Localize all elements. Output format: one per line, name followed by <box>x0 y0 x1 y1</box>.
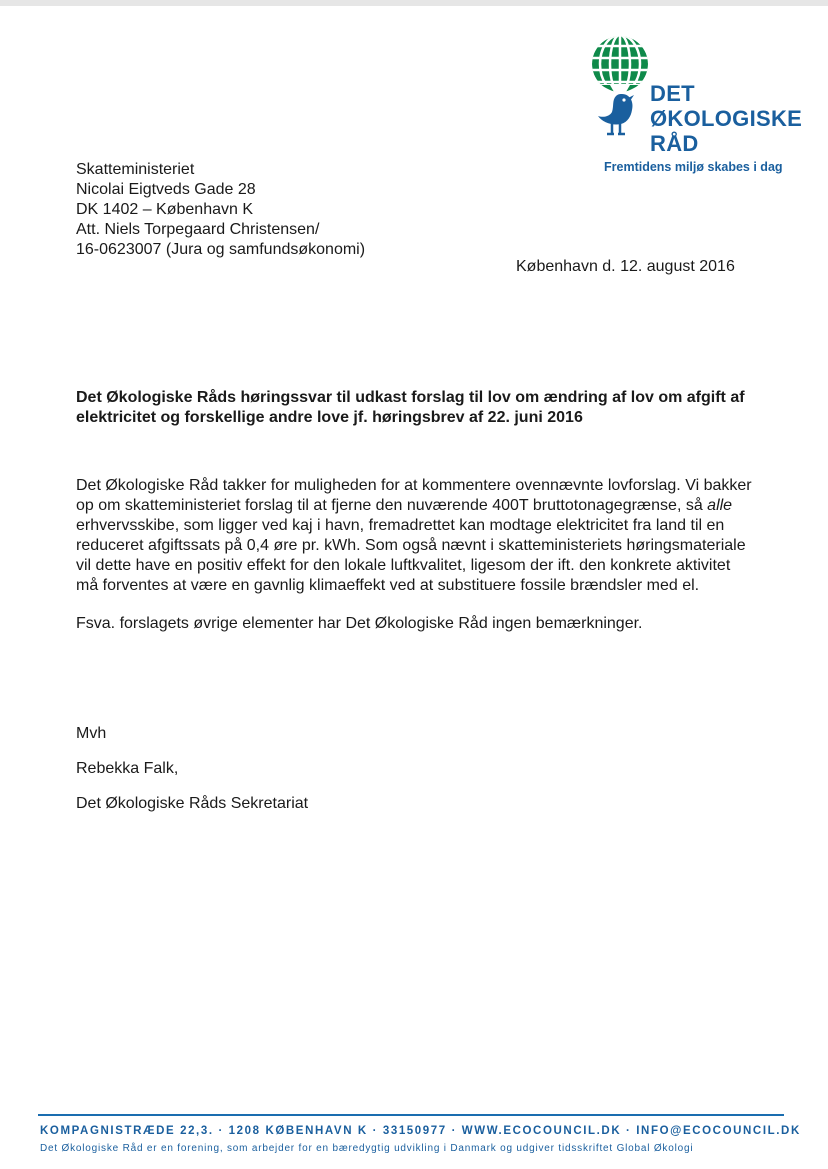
globe-icon <box>590 36 650 96</box>
address-line: Att. Niels Torpegaard Christensen/ <box>76 221 320 238</box>
letter-closing <box>76 724 308 829</box>
footer-divider <box>38 1114 784 1116</box>
organization-logo <box>590 36 803 181</box>
letter-subject: Det Økologiske Råds høringssvar til udkast forslag til lov om ændring af lov om afgift af elektricitet og forskellige andre love jf. høringsbrev af 22. juni 2016 <box>76 389 745 426</box>
logo-word-okologiske: ØKOLOGISKE <box>650 106 803 131</box>
letter-date: København d. 12. august 2016 <box>516 258 735 275</box>
logo-word-raad: RÅD <box>650 131 699 156</box>
logo-tagline: Fremtidens miljø skabes i dag <box>604 160 783 174</box>
recipient-address <box>76 160 365 260</box>
page-top-edge <box>0 0 828 6</box>
address-line: Skatteministeriet <box>76 161 195 178</box>
address-line: DK 1402 – København K <box>76 201 254 218</box>
footer-description: Det Økologiske Råd er en forening, som arbejder for en bæredygtig udvikling i Danmark og udgiver tidsskriftet Global Økologi <box>40 1143 694 1154</box>
signer-name: Rebekka Falk, <box>76 760 179 777</box>
address-line: 16-0623007 (Jura og samfundsøkonomi) <box>76 241 366 258</box>
letter-body <box>76 476 752 634</box>
bird-icon <box>598 94 634 134</box>
closing-greeting: Mvh <box>76 725 107 742</box>
p1-text-end: erhvervsskibe, som ligger ved kaj i havn, fremadrettet kan modtage elektricitet fra land til en reduceret afgiftssats på 0,4 øre pr. kWh. Som også nævnt i skatteministeriets høringsmateriale vil dette have en positiv effekt for den lokale luftkvalitet, ligesom der ift. den konkrete aktivitet må forventes at være en gavnlig klimaeffekt ved at substituere fossile brændsler med el. <box>76 517 746 594</box>
body-paragraph-2: Fsva. forslagets øvrige elementer har Det Økologiske Råd ingen bemærkninger. <box>76 615 643 632</box>
address-line: Nicolai Eigtveds Gade 28 <box>76 181 256 198</box>
body-paragraph-1 <box>76 476 752 596</box>
p1-text-start: Det Økologiske Råd takker for muligheden for at kommentere ovennævnte lovforslag. Vi bakker op om skatteministeriet forslag til at fjerne den nuværende 400T bruttotonagegrænse, så <box>76 477 752 514</box>
signer-organization: Det Økologiske Råds Sekretariat <box>76 795 309 812</box>
p1-emphasis: alle <box>707 497 733 514</box>
footer-contact: KOMPAGNISTRÆDE 22,3. · 1208 KØBENHAVN K · 33150977 · WWW.ECOCOUNCIL.DK · INFO@ECOCOUNCIL.DK <box>40 1125 801 1137</box>
logo-word-det: DET <box>650 81 695 106</box>
